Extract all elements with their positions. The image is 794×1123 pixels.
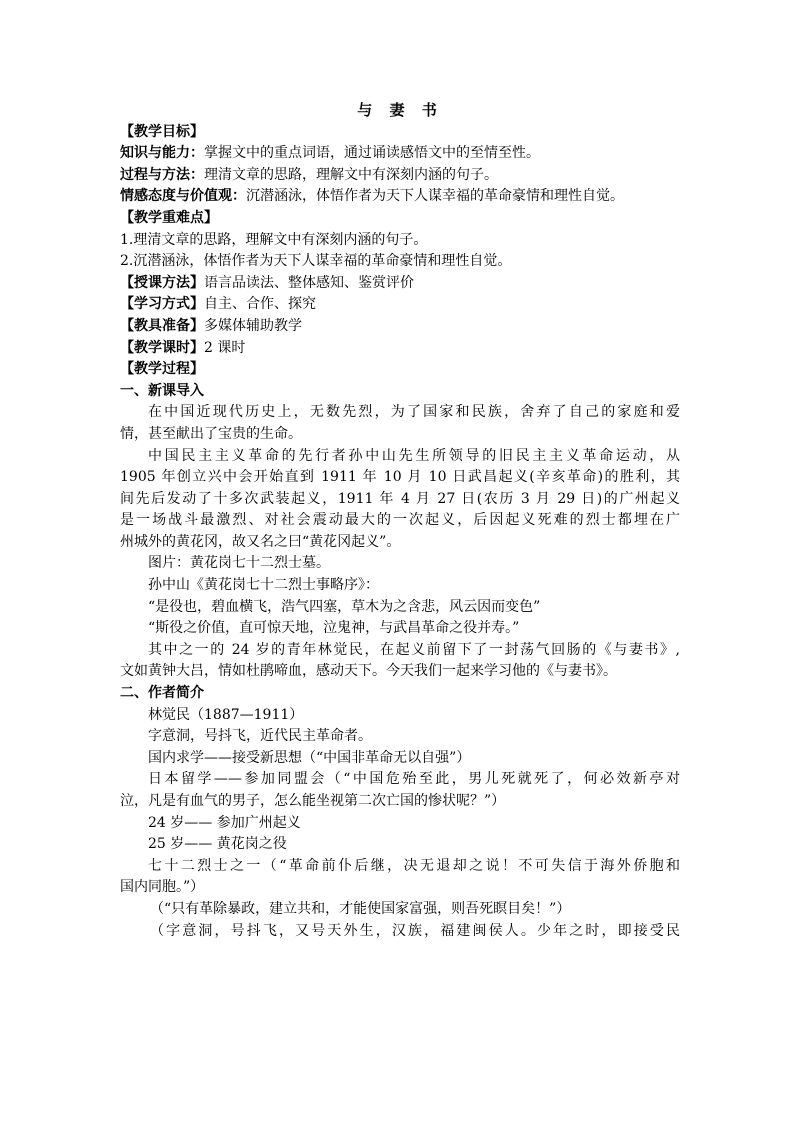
section-1-paragraph-line: 州城外的黄花冈，故又名之曰“黄花冈起义”。 [120, 533, 401, 550]
objective-knowledge [120, 143, 680, 165]
section-2-line: （“只有革除暴政，建立共和，才能使国家富强，则吾死瞑目矣！”） [150, 900, 571, 917]
objectives-header: 【教学目标】 [120, 123, 204, 140]
section-1-paragraph-line: 孙中山《黄花岗七十二烈士事略序》： [148, 577, 379, 594]
section-1-paragraph-line: 1905 年创立兴中会开始直到 1911 年 10 月 10 日武昌起义(辛亥革命)的胜利，其 [120, 469, 680, 486]
section-2-line: 24 岁—— 参加广州起义 [148, 814, 301, 831]
info-text: 自主、合作、探究 [204, 296, 316, 313]
section-1-header: 一、新课导入 [120, 382, 204, 399]
objective-text: 掌握文中的重点词语，通过诵读感悟文中的至情至性。 [204, 145, 540, 162]
objective-label: 知识与能力： [120, 145, 204, 162]
info-teaching-aids [120, 316, 680, 338]
section-2-line: （字意洞，号抖飞，又号天外生，汉族，福建闽侯人。少年之时，即接受民 [150, 922, 680, 939]
section-1-paragraph-line: 间先后发动了十多次武装起义，1911 年 4 月 27 日(农历 3 月 29 日)的广州起义 [120, 490, 680, 507]
section-1-paragraph-line: 中国民主主义革命的先行者孙中山先生所领导的旧民主主义革命运动，从 [148, 447, 680, 464]
section-2-line: 日本留学——参加同盟会（“中国危殆至此，男儿死就死了，何必效新亭对 [148, 771, 680, 788]
section-1-paragraph-line: 是一场战斗最激烈、对社会震动最大的一次起义，后因起义死难的烈士都埋在广 [120, 512, 680, 529]
key-point-item: 2.沉潜涵泳，体悟作者为天下人谋幸福的革命豪情和理性自觉。 [120, 253, 512, 270]
objective-text: 沉潜涵泳，体悟作者为天下人谋幸福的革命豪情和理性自觉。 [246, 188, 624, 205]
section-1-paragraph-line: 情，甚至献出了宝贵的生命。 [120, 425, 302, 442]
info-label: 【学习方式】 [120, 296, 204, 313]
info-text: 2 课时 [204, 339, 246, 356]
info-teaching-method [120, 273, 680, 295]
info-text: 多媒体辅助教学 [204, 317, 302, 334]
document-title: 与 妻 书 [357, 101, 443, 119]
objective-text: 理清文章的思路，理解文中有深刻内涵的句子。 [204, 166, 498, 183]
objective-process [120, 165, 680, 187]
info-label: 【教具准备】 [120, 317, 204, 334]
section-1-quote: “斯役之价值，直可惊天地，泣鬼神，与武昌革命之役并寿。” [148, 620, 520, 637]
section-2-line: 国内求学——接受新思想（“中国非革命无以自强”） [148, 749, 471, 766]
section-2-line: 25 岁—— 黄花岗之役 [148, 836, 287, 853]
objective-label: 过程与方法： [120, 166, 204, 183]
section-1-paragraph-line: 文如黄钟大吕，情如杜鹃啼血，感动天下。今天我们一起来学习他的《与妻书》。 [120, 663, 617, 680]
process-header: 【教学过程】 [120, 361, 204, 378]
section-1-paragraph-line: 其中之一的 24 岁的青年林觉民，在起义前留下了一封荡气回肠的《与妻书》, [148, 641, 680, 658]
key-point-item: 1.理清文章的思路，理解文中有深刻内涵的句子。 [120, 231, 428, 248]
section-1-paragraph-line: 在中国近现代历史上，无数先烈，为了国家和民族，舍弃了自己的家庭和爱 [148, 404, 680, 421]
key-points-header: 【教学重难点】 [120, 209, 218, 226]
section-2-line: 国内同胞。”） [120, 879, 205, 896]
section-2-line: 七十二烈士之一（“革命前仆后继，决无退却之说！不可失信于海外侨胞和 [148, 857, 680, 874]
info-learning-mode [120, 294, 680, 316]
section-1-paragraph-line: 图片：黄花岗七十二烈士墓。 [148, 555, 330, 572]
section-1-quote: “是役也，碧血横飞，浩气四塞，草木为之含悲，风云因而变色” [148, 598, 541, 615]
section-2-line: 泣，凡是有血气的男子，怎么能坐视第二次亡国的惨状呢？”） [120, 793, 506, 809]
objective-attitude [120, 186, 680, 208]
objective-label: 情感态度与价值观： [120, 188, 246, 205]
section-2-header: 二、作者简介 [120, 685, 204, 702]
info-class-hours [120, 338, 680, 360]
section-2-line: 林觉民（1887—1911） [148, 706, 304, 723]
info-label: 【授课方法】 [120, 274, 204, 291]
info-label: 【教学课时】 [120, 339, 204, 356]
section-2-line: 字意洞，号抖飞，近代民主革命者。 [148, 728, 372, 745]
document-page [120, 100, 680, 942]
info-text: 语言品读法、整体感知、鉴赏评价 [204, 274, 414, 291]
